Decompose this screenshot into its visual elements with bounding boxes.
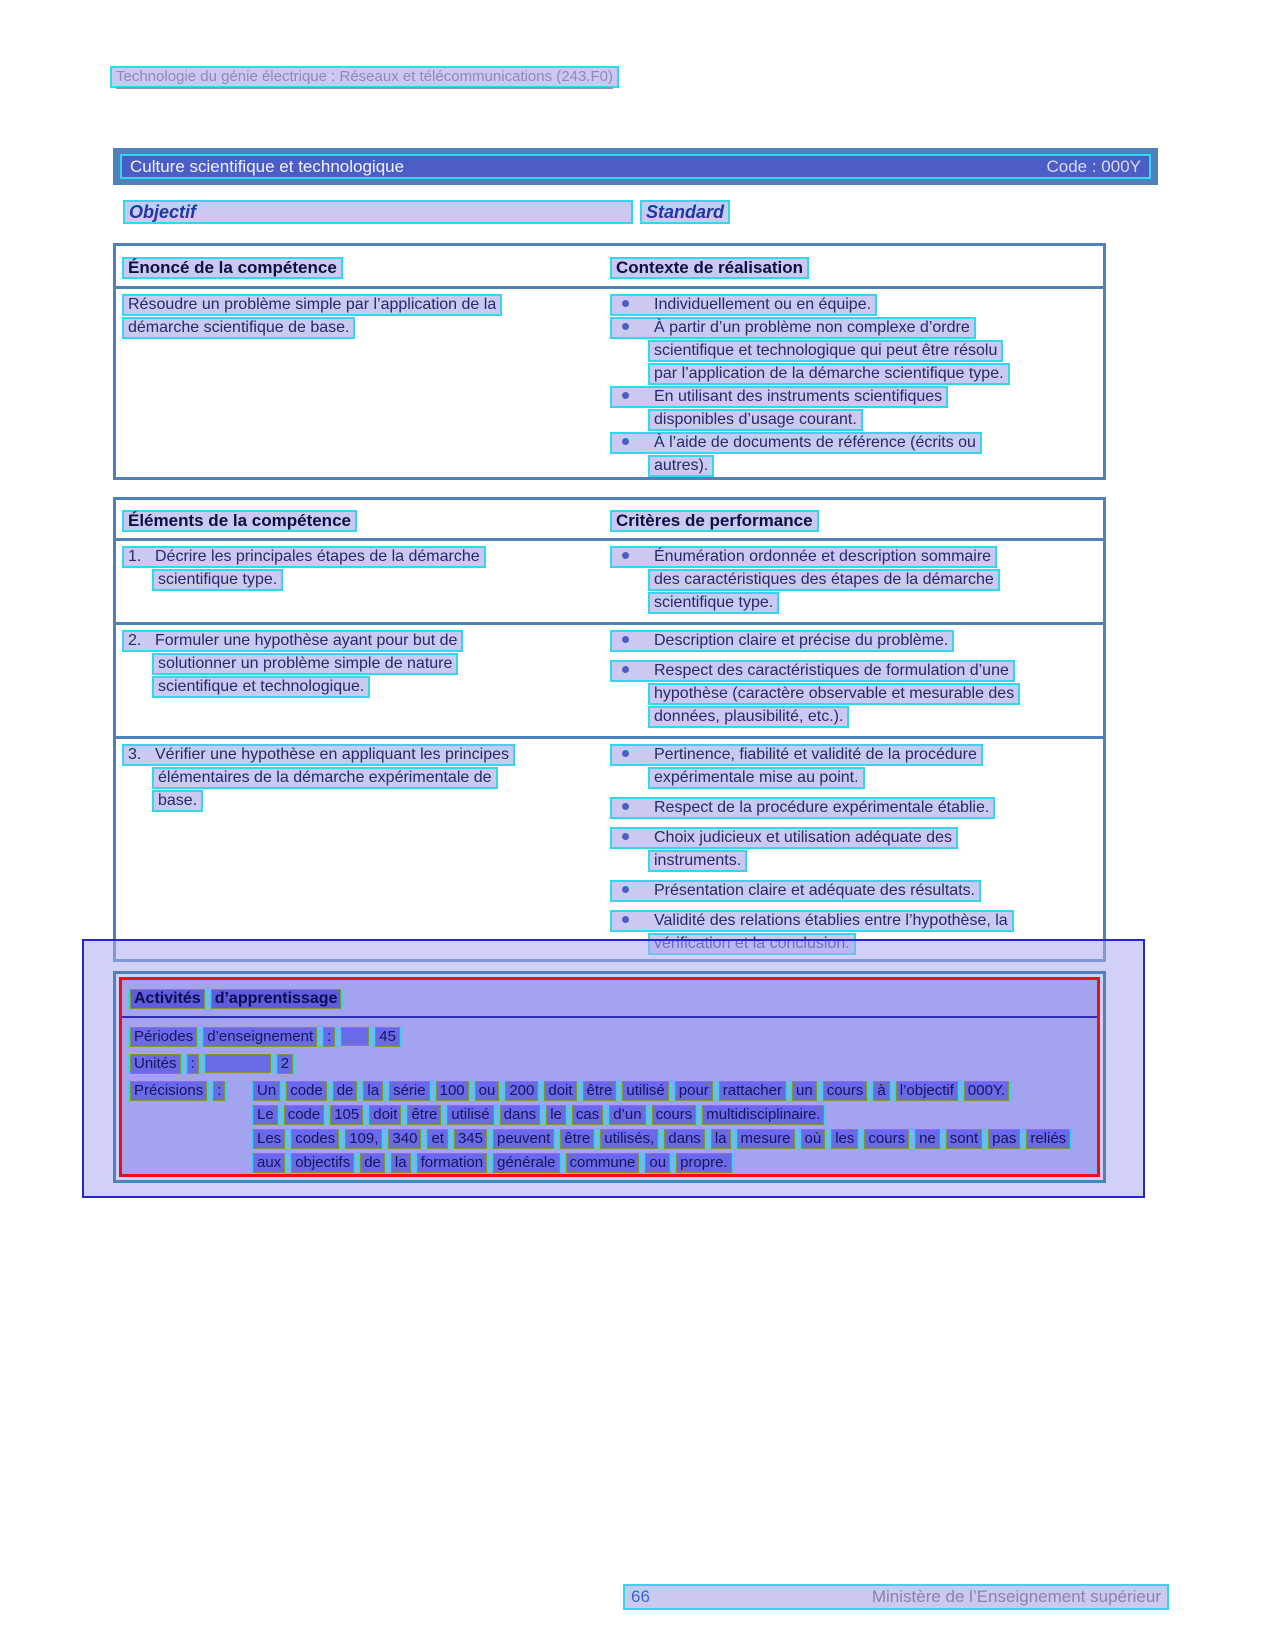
objectif-standard-row (123, 200, 1123, 224)
bullet-dot-icon (622, 666, 629, 673)
word-highlight: la (391, 1153, 411, 1173)
bullet-text: scientifique type. (648, 592, 779, 614)
bullet-item (600, 317, 1103, 385)
text-line: Vérifier une hypothèse en appliquant les principes (155, 746, 510, 763)
table2-row3-left (116, 744, 600, 963)
bullet-text: Respect de la procédure expérimentale établie. (654, 799, 990, 816)
bullet-text: En utilisant des instruments scientifiques (654, 388, 943, 405)
periodes-label (130, 1028, 341, 1045)
section-banner (113, 148, 1158, 185)
word-highlight: rattacher (719, 1081, 786, 1101)
bullet-text: par l’application de la démarche scientifique type. (648, 363, 1010, 385)
page-footer (623, 1584, 1169, 1610)
word-highlight: être (583, 1081, 617, 1101)
text-line: Résoudre un problème simple par l’application de la (122, 294, 502, 316)
word-highlight: multidisciplinaire. (702, 1105, 824, 1125)
word-highlight: l’objectif (896, 1081, 958, 1101)
word-highlight: cours (823, 1081, 868, 1101)
word-highlight: doit (544, 1081, 576, 1101)
word-highlight: 105 (330, 1105, 363, 1125)
text-line: Formuler une hypothèse ayant pour but de (155, 632, 458, 649)
bullet-dot-icon (622, 916, 629, 923)
word-highlight: utilisés, (600, 1129, 658, 1149)
word-highlight: 200 (505, 1081, 538, 1101)
word-highlight: Un (253, 1081, 280, 1101)
bullet-text: scientifique et technologique qui peut être résolu (648, 340, 1003, 362)
word-highlight: sont (946, 1129, 982, 1149)
word-highlight: cours (652, 1105, 697, 1125)
table1-body-row (116, 289, 1103, 478)
bullet-item (600, 386, 1103, 431)
table1-right-cell (600, 294, 1103, 478)
bullet-text: À l’aide de documents de référence (écrits ou (654, 434, 976, 451)
word-highlight: reliés (1026, 1129, 1070, 1149)
word-highlight: 340 (388, 1129, 421, 1149)
word-highlight: peuvent (493, 1129, 554, 1149)
word-highlight: utilisé (447, 1105, 493, 1125)
word-highlight: la (711, 1129, 731, 1149)
bullet-text: Validité des relations établies entre l’hypothèse, la (654, 912, 1008, 929)
table1-header-row (116, 246, 1103, 286)
bullet-dot-icon (622, 886, 629, 893)
text-line: élémentaires de la démarche expérimentale de (152, 767, 498, 789)
bullet-text: Respect des caractéristiques de formulation d’une (654, 662, 1009, 679)
text-line: solutionner un problème simple de nature (152, 653, 458, 675)
table2-row2-right (600, 630, 1103, 736)
table-elements-criteres (113, 497, 1106, 962)
bullet-item (600, 294, 1103, 316)
tab-highlight (341, 1027, 369, 1046)
red-annotation-box (119, 977, 1100, 1177)
word-highlight: pas (988, 1129, 1020, 1149)
bullet-item (600, 432, 1103, 477)
word-highlight: où (801, 1129, 826, 1149)
word-highlight: formation (417, 1153, 488, 1173)
word-highlight: objectifs (291, 1153, 354, 1173)
word-highlight: 000Y. (964, 1081, 1009, 1101)
table1-header-right: Contexte de réalisation (610, 257, 809, 279)
precisions-line (253, 1153, 1076, 1173)
table-row (116, 541, 1103, 622)
text-line: démarche scientifique de base. (122, 317, 355, 339)
word-highlight: pour (675, 1081, 713, 1101)
word-highlight: dans (500, 1105, 541, 1125)
word-highlight: générale (493, 1153, 559, 1173)
word-highlight: Périodes (130, 1027, 197, 1047)
table2-row1-left (116, 546, 600, 622)
ministry-text: Ministère de l’Enseignement supérieur (871, 1587, 1161, 1606)
text-line: scientifique et technologique. (152, 676, 370, 698)
bullet-dot-icon (622, 750, 629, 757)
precisions-line (253, 1129, 1076, 1149)
bullet-dot-icon (622, 323, 629, 330)
bullet-dot-icon (622, 803, 629, 810)
banner-highlight-band (120, 154, 1151, 179)
bullet-text: disponibles d’usage courant. (648, 409, 863, 431)
periodes-value: 45 (375, 1027, 400, 1047)
word-highlight: la (363, 1081, 383, 1101)
tab-highlight (205, 1054, 271, 1073)
word-highlight: 100 (436, 1081, 469, 1101)
precisions-lines (253, 1081, 1076, 1177)
bullet-dot-icon (622, 552, 629, 559)
bullet-dot-icon (622, 438, 629, 445)
word-highlight: : (213, 1081, 225, 1101)
word-highlight: et (427, 1129, 448, 1149)
word-highlight: Activités (130, 989, 205, 1009)
word-highlight: cours (864, 1129, 909, 1149)
word-highlight: un (792, 1081, 817, 1101)
word-highlight: code (286, 1081, 327, 1101)
item-number: 1. (128, 548, 142, 565)
text-line: Décrire les principales étapes de la démarche (155, 548, 480, 565)
bullet-text: Individuellement ou en équipe. (654, 296, 872, 313)
word-highlight: à (873, 1081, 889, 1101)
activities-title (130, 989, 1089, 1009)
table2-row1-right (600, 546, 1103, 622)
banner-code: Code : 000Y (1046, 156, 1141, 176)
word-highlight: 345 (454, 1129, 487, 1149)
bullet-text: des caractéristiques des étapes de la démarche (648, 569, 1000, 591)
word-highlight: être (560, 1129, 594, 1149)
word-highlight: le (546, 1105, 566, 1125)
bullet-item (600, 546, 1103, 614)
bullet-text: Énumération ordonnée et description sommaire (654, 548, 992, 565)
precisions-line (253, 1105, 1076, 1125)
text-line: scientifique type. (152, 569, 283, 591)
table2-header-left: Éléments de la compétence (122, 510, 357, 532)
word-highlight: série (389, 1081, 430, 1101)
word-highlight: d’un (609, 1105, 645, 1125)
page-number: 66 (631, 1587, 650, 1606)
bullet-item (600, 797, 1103, 819)
word-highlight: de (360, 1153, 385, 1173)
unites-value: 2 (277, 1054, 293, 1074)
banner-title: Culture scientifique et technologique (130, 156, 405, 176)
word-highlight: ou (475, 1081, 500, 1101)
bullet-dot-icon (622, 833, 629, 840)
word-highlight: code (284, 1105, 325, 1125)
table2-header-right: Critères de performance (610, 510, 819, 532)
word-highlight: cas (572, 1105, 603, 1125)
precisions-line (253, 1081, 1076, 1101)
bullet-dot-icon (622, 392, 629, 399)
word-highlight: d’enseignement (203, 1027, 317, 1047)
table2-row3-right (600, 744, 1103, 963)
table-row (116, 625, 1103, 736)
word-highlight: doit (369, 1105, 401, 1125)
text-line: base. (152, 790, 203, 812)
table2-header-row (116, 500, 1103, 538)
bullet-text: instruments. (648, 850, 747, 872)
document-header (110, 66, 619, 88)
item-number: 3. (128, 746, 142, 763)
bullet-dot-icon (622, 636, 629, 643)
bullet-text: Choix judicieux et utilisation adéquate des (654, 829, 952, 846)
word-highlight: d’apprentissage (211, 989, 342, 1009)
word-highlight: : (187, 1054, 199, 1074)
table-activites (113, 971, 1106, 1183)
bullet-item (600, 827, 1103, 872)
activities-title-separator (122, 1016, 1097, 1018)
bullet-text: Description claire et précise du problème. (654, 632, 949, 649)
word-highlight: codes (291, 1129, 339, 1149)
word-highlight: propre. (676, 1153, 732, 1173)
table-row (116, 739, 1103, 963)
bullet-text: données, plausibilité, etc.). (648, 706, 849, 728)
bullet-text: Pertinence, fiabilité et validité de la procédure (654, 746, 977, 763)
word-highlight: ne (915, 1129, 940, 1149)
word-highlight: utilisé (622, 1081, 668, 1101)
bullet-item (600, 880, 1103, 902)
word-highlight: ou (645, 1153, 670, 1173)
document-header-text: Technologie du génie électrique : Réseaux et télécommunications (243.F0) (116, 68, 613, 89)
word-highlight: de (333, 1081, 358, 1101)
unites-label (130, 1055, 205, 1072)
word-highlight: commune (566, 1153, 640, 1173)
item-number: 2. (128, 632, 142, 649)
word-highlight: être (407, 1105, 441, 1125)
table1-header-left: Énoncé de la compétence (122, 257, 343, 279)
word-highlight: les (831, 1129, 858, 1149)
word-highlight: Le (253, 1105, 278, 1125)
word-highlight: Précisions (130, 1081, 207, 1101)
bullet-item (600, 744, 1103, 789)
bullet-item (600, 630, 1103, 652)
table-enonce-contexte (113, 243, 1106, 480)
word-highlight: dans (664, 1129, 705, 1149)
word-highlight: 109, (345, 1129, 382, 1149)
table2-row2-left (116, 630, 600, 736)
bullet-text: À partir d’un problème non complexe d’ordre (654, 319, 970, 336)
word-highlight: : (323, 1027, 335, 1047)
bullet-text: autres). (648, 455, 714, 477)
word-highlight: aux (253, 1153, 285, 1173)
activities-unites-row (130, 1054, 1089, 1074)
table1-left-cell (116, 294, 600, 478)
objectif-heading: Objectif (123, 200, 633, 224)
bullet-text: hypothèse (caractère observable et mesurable des (648, 683, 1020, 705)
word-highlight: mesure (737, 1129, 795, 1149)
word-highlight: Les (253, 1129, 285, 1149)
bullet-dot-icon (622, 300, 629, 307)
standard-heading: Standard (640, 200, 730, 224)
word-highlight: Unités (130, 1054, 181, 1074)
bullet-text: expérimentale mise au point. (648, 767, 865, 789)
precisions-label (130, 1081, 253, 1101)
activities-periodes-row (130, 1027, 1089, 1047)
bullet-text: Présentation claire et adéquate des résultats. (654, 882, 976, 899)
activities-precisions-row (130, 1081, 1089, 1177)
bullet-item (600, 660, 1103, 728)
